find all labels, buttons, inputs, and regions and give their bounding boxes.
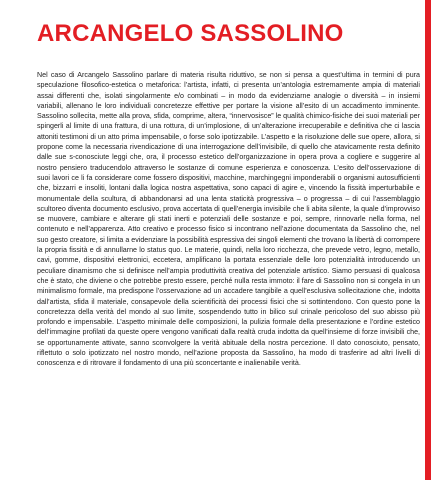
page-title: ARCANGELO SASSOLINO — [37, 20, 344, 47]
body-paragraph: Nel caso di Arcangelo Sassolino parlare di materia risulta riduttivo, se non si pensa a quest’ultima in termini di pura speculazione filosofico-estetica o metaforica: l’artista, infatti, ci presenta un’antologia estremamente ampia di materiali assai differenti che, isolati singolarmente e/o combinati – in modo da evidenziarne analogie o diversità – in insiemi variabili, allenano le loro individuali concretezze effettive per portare la visione all’esito di un accadimento imminente. Sassolino sollecita, mette alla prova, sfida, comprime, altera, “innervosisce” le qualità chimico-fisiche dei suoi materiali per spingerli al limite di una frattura, di una rottura, di un’implosione, di un’alterazione irrecuperabile e definitiva che ci lascia attoniti testimoni di un atto prima impensabile, o forse solo ipotizzabile. L’aspetto e la risoluzione delle sue opere, allora, si propone come la necessaria rivendicazione di una interrogazione dell’invisibile, di quello che atavicamente resta definito dalle sue s-conosciute leggi che, ora, il processo estetico dell’organizzazione in opera prova a cogliere e suggerire al nostro pensiero traducendolo attraverso le sostanze di comune esperienza e conoscenza. L’esito dell’osservazione di suoi lavori ce li fa considerare come fossero dispositivi, macchine, marchingegni imponderabili o organismi autosufficienti che, bizzarri e insoliti, lontani dalla logica nostra aspettativa, sono capaci di agire e, vincendo la fissità imperturbabile e monumentale della scultura, di abbandonarsi ad una lenta staticità progressiva – o progressa – di cui l’assemblaggio scultoreo diventa documento esclusivo, prova accertata di quell’energia invisibile che li abita silente, la quale d’improvviso se muovere, cambiare e alterare gli stati inerti e potenziali delle sostanze e poi, sempre, rinnovarle nella forma, nel contenuto e nell’apparenza. Atto creativo e processo fisico si incontrano nell’azione documentata da Sassolino che, nel suo gesto creatore, si limita a evidenziare la possibilità espressiva dei singoli elementi che trovano la libertà di corrompere la propria fissità e di annullarne lo status quo. Le materie, quindi, nella loro ricchezza, che prevede vetro, legno, metallo, cavi, gomme, dispositivi elettronici, eccetera, amplificano la portata essenziale delle loro potenzialità introducendo un peculiare dinamismo che si definisce nell’ampia produttività creativa del potenziale artistico. Siamo persuasi di qualcosa che è stato, che diviene o che potrebbe presto essere, perché nulla resta immoto: il fare di Sassolino non si congela in un minimalismo formale, ma predispone l’osservazione ad un accadere tangibile a quell’esclusiva sollecitazione che, indotta dall’artista, sfida il materiale, consapevole della scientificità dei processi fisici che si sottintendono. Con questo pone la concretezza della verità del mondo al suo limite, sospendendo tutto in bilico sul crinale pericoloso del suo abisso più profondo e impensabile. L’aspetto minimale delle composizioni, la pulizia formale della presentazione e l’ordine estetico dell’immagine profilati da queste opere vengono vanificati dalla realtà cruda indotta da quell’insieme di forze invisibili che, se opportunamente attivate, sanno sconvolgere la verità abituale della nostra percezione. Il dato conosciuto, pensato, riflettuto o solo ipotizzato nel nostro mondo, nell’azione proposta da Sassolino, ha modo di trasferire ad altri livelli di conoscenza e di ritrovare il fondamento di una più sconcertante e inalienabile verità. — [37, 71, 420, 368]
red-side-bar — [425, 0, 431, 480]
